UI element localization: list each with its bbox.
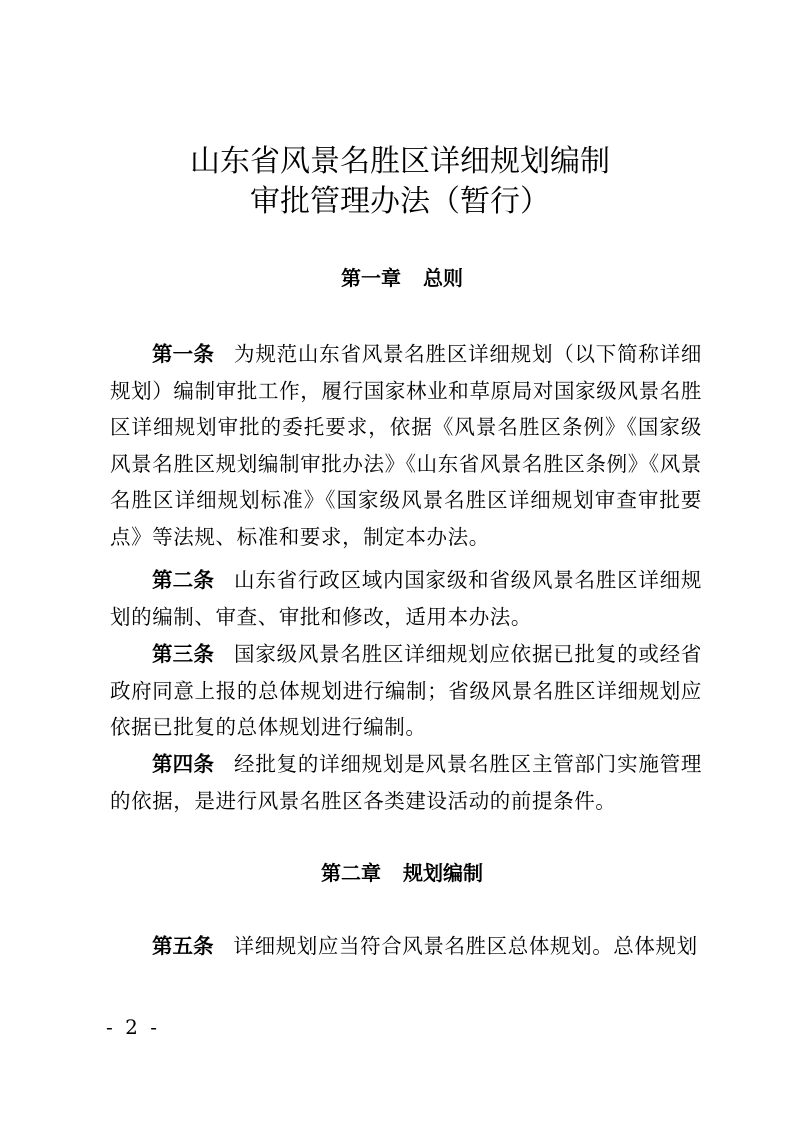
article-label: 第二条 bbox=[152, 568, 215, 592]
chapter-name: 总则 bbox=[423, 266, 463, 290]
article-label: 第一条 bbox=[152, 342, 215, 366]
page-number: - 2 - bbox=[106, 1015, 160, 1039]
article-label: 第五条 bbox=[152, 934, 214, 958]
article-paragraph bbox=[110, 336, 702, 555]
chapter-number: 第二章 bbox=[321, 861, 381, 885]
article-text: 详细规划应当符合风景名胜区总体规划。总体规划 bbox=[233, 934, 698, 958]
article-paragraph bbox=[110, 928, 702, 965]
article-text: 山东省行政区域内国家级和省级风景名胜区详细规划的编制、审查、审批和修改，适用本办法。 bbox=[110, 568, 703, 629]
article-text: 经批复的详细规划是风景名胜区主管部门实施管理的依据，是进行风景名胜区各类建设活动的前提条件。 bbox=[110, 752, 703, 813]
chapter-name: 规划编制 bbox=[403, 861, 483, 885]
article-paragraph bbox=[110, 746, 702, 819]
chapter-heading-2 bbox=[2, 858, 800, 888]
chapter-number: 第一章 bbox=[341, 266, 401, 290]
article-paragraph bbox=[110, 562, 702, 635]
document-title-line-1: 山东省风景名胜区详细规划编制 bbox=[190, 144, 610, 179]
article-label: 第三条 bbox=[152, 642, 215, 666]
article-label: 第四条 bbox=[152, 752, 215, 776]
article-text: 国家级风景名胜区详细规划应依据已批复的或经省政府同意上报的总体规划进行编制；省级风景名胜区详细规划应依据已批复的总体规划进行编制。 bbox=[110, 642, 703, 739]
document-title-line-2: 审批管理办法（暂行） bbox=[250, 184, 550, 219]
article-text: 为规范山东省风景名胜区详细规划（以下简称详细规划）编制审批工作，履行国家林业和草原局对国家级风景名胜区详细规划审批的委托要求，依据《风景名胜区条例》《国家级风景名胜区规划编制审批办法》《山东省风景名胜区条例》《风景名胜区详细规划标准》《国家级风景名胜区详细规划审查审批要点》等法规、标准和要求，制定本办法。 bbox=[110, 342, 703, 549]
article-paragraph bbox=[110, 636, 702, 746]
chapter-heading-1 bbox=[2, 263, 800, 293]
